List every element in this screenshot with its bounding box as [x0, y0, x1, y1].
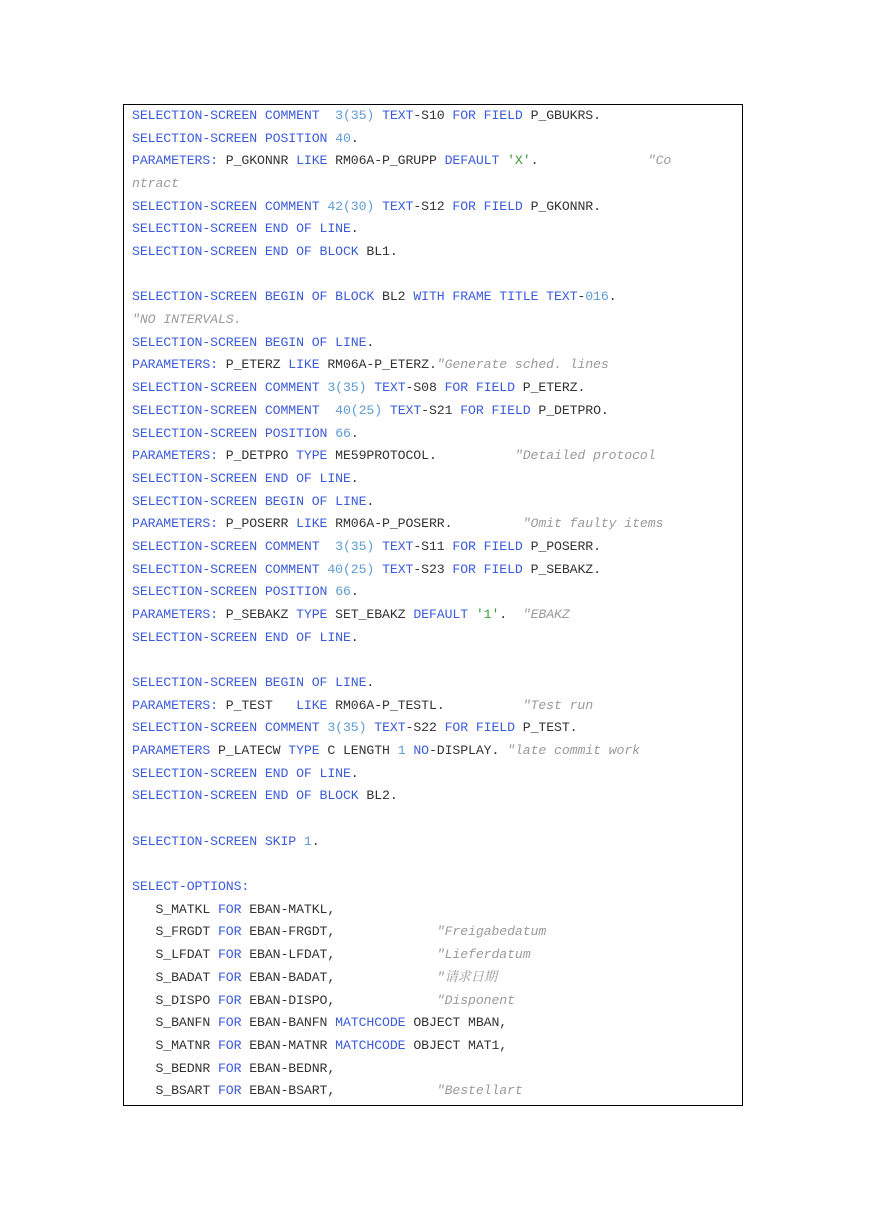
code-token: P_SEBAKZ.: [522, 561, 601, 577]
code-token: 1: [303, 833, 312, 849]
code-token: FOR FIELD: [444, 380, 515, 396]
code-token: LIKE: [296, 516, 328, 532]
code-line: [132, 695, 593, 717]
code-token: "Test run: [522, 697, 594, 713]
code-token: 3(35): [327, 380, 367, 396]
code-token: S_MATNR: [132, 1037, 218, 1053]
code-token: P_LATECW: [210, 743, 289, 759]
code-line: [132, 604, 570, 626]
code-token: [327, 131, 335, 146]
code-token: .: [350, 221, 359, 237]
code-token: SELECTION-SCREEN END OF LINE: [132, 629, 351, 645]
code-line: [132, 332, 374, 354]
code-line: [132, 559, 601, 581]
code-token: NO: [413, 743, 429, 759]
code-token: FOR: [217, 901, 242, 917]
code-token: EBAN-MATNR: [241, 1037, 336, 1053]
code-line: [132, 445, 656, 467]
code-token: P_DETPRO: [217, 448, 297, 464]
code-token: [382, 403, 390, 418]
code-token: SELECTION-SCREEN COMMENT: [132, 538, 320, 554]
code-token: P_GKONNR: [217, 153, 297, 169]
code-token: P_DETPRO.: [530, 402, 609, 418]
code-line: [132, 468, 359, 490]
code-token: [499, 153, 507, 168]
code-token: [320, 108, 336, 123]
code-token: LIKE: [296, 153, 328, 169]
code-token: P_ETERZ: [217, 357, 289, 373]
code-line: [132, 491, 374, 513]
code-line: [132, 763, 359, 785]
code-token: 40(25): [335, 402, 383, 418]
code-token: [296, 834, 304, 849]
code-line: [132, 1058, 335, 1080]
code-token: .: [350, 130, 359, 146]
code-token: -S10: [413, 108, 453, 123]
code-token: EBAN-BADAT,: [241, 969, 437, 985]
code-token: PARAMETERS:: [132, 448, 218, 464]
code-token: SELECTION-SCREEN END OF BLOCK: [132, 244, 359, 260]
code-token: 66: [335, 425, 351, 441]
code-token: FOR: [217, 1037, 242, 1053]
code-token: EBAN-LFDAT,: [241, 947, 437, 963]
code-token: OBJECT MBAN,: [405, 1015, 508, 1031]
code-token: "Co: [647, 153, 672, 169]
code-token: TEXT: [382, 561, 414, 577]
code-token: DEFAULT: [413, 606, 469, 622]
code-token: '1': [475, 606, 500, 622]
code-token: BL1.: [358, 244, 398, 260]
code-token: DEFAULT: [444, 153, 500, 169]
code-line: [132, 944, 531, 966]
code-token: SELECTION-SCREEN COMMENT: [132, 108, 320, 123]
code-token: 40(25): [327, 561, 375, 577]
code-token: [468, 607, 476, 622]
code-token: ntract: [132, 176, 179, 192]
code-token: SELECTION-SCREEN BEGIN OF BLOCK: [132, 289, 375, 305]
code-token: SELECTION-SCREEN END OF LINE: [132, 765, 351, 781]
code-token: [320, 403, 336, 418]
code-token: 3(35): [335, 108, 375, 123]
code-token: S_BANFN: [132, 1015, 218, 1031]
code-token: SELECTION-SCREEN COMMENT: [132, 380, 320, 396]
code-line: [132, 1080, 523, 1102]
code-token: "Disponent: [436, 992, 515, 1008]
code-token: -S08: [405, 380, 445, 396]
code-token: LIKE: [296, 697, 328, 713]
code-token: SELECTION-SCREEN BEGIN OF LINE: [132, 675, 367, 690]
code-token: "Lieferdatum: [436, 947, 531, 963]
code-token: "Detailed protocol: [514, 448, 656, 464]
code-token: .: [366, 334, 375, 350]
code-token: FOR: [217, 924, 242, 940]
code-token: "Freigabedatum: [436, 924, 547, 940]
code-token: 40: [335, 130, 351, 146]
code-token: TEXT: [382, 538, 414, 554]
code-token: FOR FIELD: [452, 108, 523, 123]
code-token: BL2: [374, 289, 414, 305]
code-block: [123, 104, 743, 1106]
code-line: [132, 672, 374, 694]
code-token: SELECTION-SCREEN END OF LINE: [132, 470, 351, 486]
code-token: -S21: [421, 402, 461, 418]
code-line: [132, 536, 601, 558]
code-token: S_LFDAT: [132, 947, 218, 963]
code-token: .: [350, 629, 359, 645]
code-token: FOR FIELD: [460, 402, 531, 418]
code-token: .: [499, 606, 523, 622]
code-line: [132, 150, 671, 172]
code-token: TEXT: [389, 402, 422, 418]
code-token: [327, 584, 335, 599]
code-token: SET_EBAKZ: [327, 606, 414, 622]
code-line: [132, 354, 609, 376]
code-line: [132, 400, 609, 422]
code-token: "Bestellart: [436, 1083, 523, 1099]
code-line: [132, 876, 249, 898]
code-token: 42(30): [327, 198, 375, 214]
code-token: SELECTION-SCREEN BEGIN OF LINE: [132, 334, 367, 350]
code-token: MATCHCODE: [335, 1037, 406, 1053]
code-line: [132, 967, 497, 989]
code-token: -DISPLAY.: [428, 743, 508, 759]
code-token: PARAMETERS: [132, 743, 211, 759]
code-token: SELECTION-SCREEN END OF LINE: [132, 221, 351, 237]
code-token: 66: [335, 584, 351, 600]
code-token: RM06A-P_GRUPP: [327, 153, 445, 169]
code-token: RM06A-P_POSERR.: [327, 516, 523, 532]
code-token: TYPE: [296, 448, 328, 464]
code-token: TEXT: [374, 380, 406, 396]
code-token: [320, 539, 336, 554]
code-token: P_GBUKRS.: [522, 108, 601, 123]
code-token: TEXT: [382, 198, 414, 214]
code-token: EBAN-BEDNR,: [241, 1060, 336, 1076]
code-token: PARAMETERS:: [132, 697, 218, 713]
code-token: SELECTION-SCREEN COMMENT: [132, 198, 320, 214]
code-line: [132, 309, 241, 331]
code-token: PARAMETERS:: [132, 516, 218, 532]
code-token: -S22: [405, 720, 445, 736]
code-token: .: [366, 675, 375, 690]
code-token: "请求日期: [436, 969, 497, 985]
code-token: S_MATKL: [132, 901, 218, 917]
code-token: P_TEST: [217, 697, 297, 713]
code-token: TYPE: [296, 606, 328, 622]
code-token: BL2.: [358, 788, 398, 804]
code-token: [374, 562, 382, 577]
code-token: SELECTION-SCREEN COMMENT: [132, 402, 320, 418]
code-token: EBAN-BANFN: [241, 1015, 336, 1031]
code-line: [132, 717, 577, 739]
code-line: [132, 286, 617, 308]
code-token: SELECTION-SCREEN POSITION: [132, 130, 328, 146]
code-token: S_BADAT: [132, 969, 218, 985]
code-line: [132, 377, 585, 399]
code-token: .: [608, 289, 617, 305]
code-token: [374, 108, 382, 123]
code-line: [132, 173, 179, 195]
code-token: EBAN-FRGDT,: [241, 924, 437, 940]
code-token: "Omit faulty items: [522, 516, 664, 532]
code-token: .: [350, 765, 359, 781]
code-line: [132, 627, 359, 649]
code-token: SELECTION-SCREEN SKIP: [132, 833, 297, 849]
code-token: SELECTION-SCREEN COMMENT: [132, 561, 320, 577]
code-token: LIKE: [288, 357, 320, 373]
code-token: "Generate sched. lines: [436, 357, 609, 373]
code-line: [132, 740, 640, 762]
code-token: FOR: [217, 1015, 242, 1031]
code-token: EBAN-MATKL,: [241, 901, 336, 917]
code-token: PARAMETERS:: [132, 153, 218, 169]
code-token: SELECTION-SCREEN END OF BLOCK: [132, 788, 359, 804]
code-token: FOR: [217, 947, 242, 963]
code-token: P_ETERZ.: [514, 380, 586, 396]
code-token: C LENGTH: [319, 743, 398, 759]
code-token: S_BSART: [132, 1083, 218, 1099]
code-token: -: [577, 289, 586, 305]
code-token: SELECTION-SCREEN POSITION: [132, 425, 328, 441]
code-token: TEXT: [382, 108, 414, 123]
code-token: FOR: [217, 992, 242, 1008]
code-token: RM06A-P_ETERZ.: [319, 357, 437, 373]
code-token: P_TEST.: [514, 720, 578, 736]
code-token: FOR FIELD: [452, 538, 523, 554]
code-token: .: [366, 493, 375, 509]
code-token: 016: [585, 289, 609, 305]
code-token: -S11: [413, 538, 453, 554]
code-token: FOR: [217, 969, 242, 985]
code-line: [132, 1012, 507, 1034]
code-token: FOR FIELD: [452, 561, 523, 577]
code-line: [132, 581, 359, 603]
code-token: 1: [397, 743, 406, 759]
code-token: PARAMETERS:: [132, 606, 218, 622]
code-token: FOR FIELD: [444, 720, 515, 736]
code-token: 3(35): [327, 720, 367, 736]
code-token: RM06A-P_TESTL.: [327, 697, 523, 713]
code-token: [327, 426, 335, 441]
code-token: SELECT-OPTIONS:: [132, 879, 250, 895]
code-token: S_DISPO: [132, 992, 218, 1008]
code-token: .: [350, 584, 359, 600]
code-token: S_BEDNR: [132, 1060, 218, 1076]
code-token: P_POSERR.: [522, 538, 601, 554]
code-token: OBJECT MAT1,: [405, 1037, 508, 1053]
code-token: FOR FIELD: [452, 198, 523, 214]
code-line: [132, 921, 546, 943]
code-token: S_FRGDT: [132, 924, 218, 940]
code-token: TEXT: [374, 720, 406, 736]
code-token: SELECTION-SCREEN COMMENT: [132, 720, 320, 736]
code-token: EBAN-BSART,: [241, 1083, 437, 1099]
code-line: [132, 990, 515, 1012]
code-line: [132, 1035, 507, 1057]
code-line: [132, 105, 601, 127]
code-line: [132, 831, 320, 853]
code-line: [132, 241, 398, 263]
code-line: [132, 196, 601, 218]
code-token: .: [530, 153, 648, 169]
code-token: "late commit work: [507, 743, 640, 759]
code-token: -S23: [413, 561, 453, 577]
code-line: [132, 218, 359, 240]
code-token: "EBAKZ: [522, 606, 570, 622]
code-token: SELECTION-SCREEN BEGIN OF LINE: [132, 493, 367, 509]
code-line: [132, 899, 335, 921]
code-line: [132, 128, 359, 150]
code-line: [132, 423, 359, 445]
code-token: SELECTION-SCREEN POSITION: [132, 584, 328, 600]
code-token: PARAMETERS:: [132, 357, 218, 373]
code-token: .: [350, 425, 359, 441]
code-token: -S12: [413, 198, 453, 214]
code-token: [374, 539, 382, 554]
code-token: [374, 199, 382, 214]
code-token: 'X': [507, 153, 531, 169]
code-token: FOR: [217, 1083, 242, 1099]
code-token: "NO INTERVALS.: [132, 312, 242, 328]
code-token: TYPE: [288, 743, 320, 759]
code-token: 3(35): [335, 538, 375, 554]
code-token: EBAN-DISPO,: [241, 992, 437, 1008]
code-token: .: [350, 470, 359, 486]
code-token: P_POSERR: [217, 516, 297, 532]
code-line: [132, 785, 398, 807]
code-token: P_GKONNR.: [522, 198, 601, 214]
code-token: .: [311, 833, 320, 849]
code-token: P_SEBAKZ: [217, 606, 297, 622]
code-line: [132, 513, 663, 535]
code-token: MATCHCODE: [335, 1015, 406, 1031]
code-token: FOR: [217, 1060, 242, 1076]
code-token: WITH FRAME TITLE TEXT: [413, 289, 578, 305]
code-token: ME59PROTOCOL.: [327, 448, 515, 464]
